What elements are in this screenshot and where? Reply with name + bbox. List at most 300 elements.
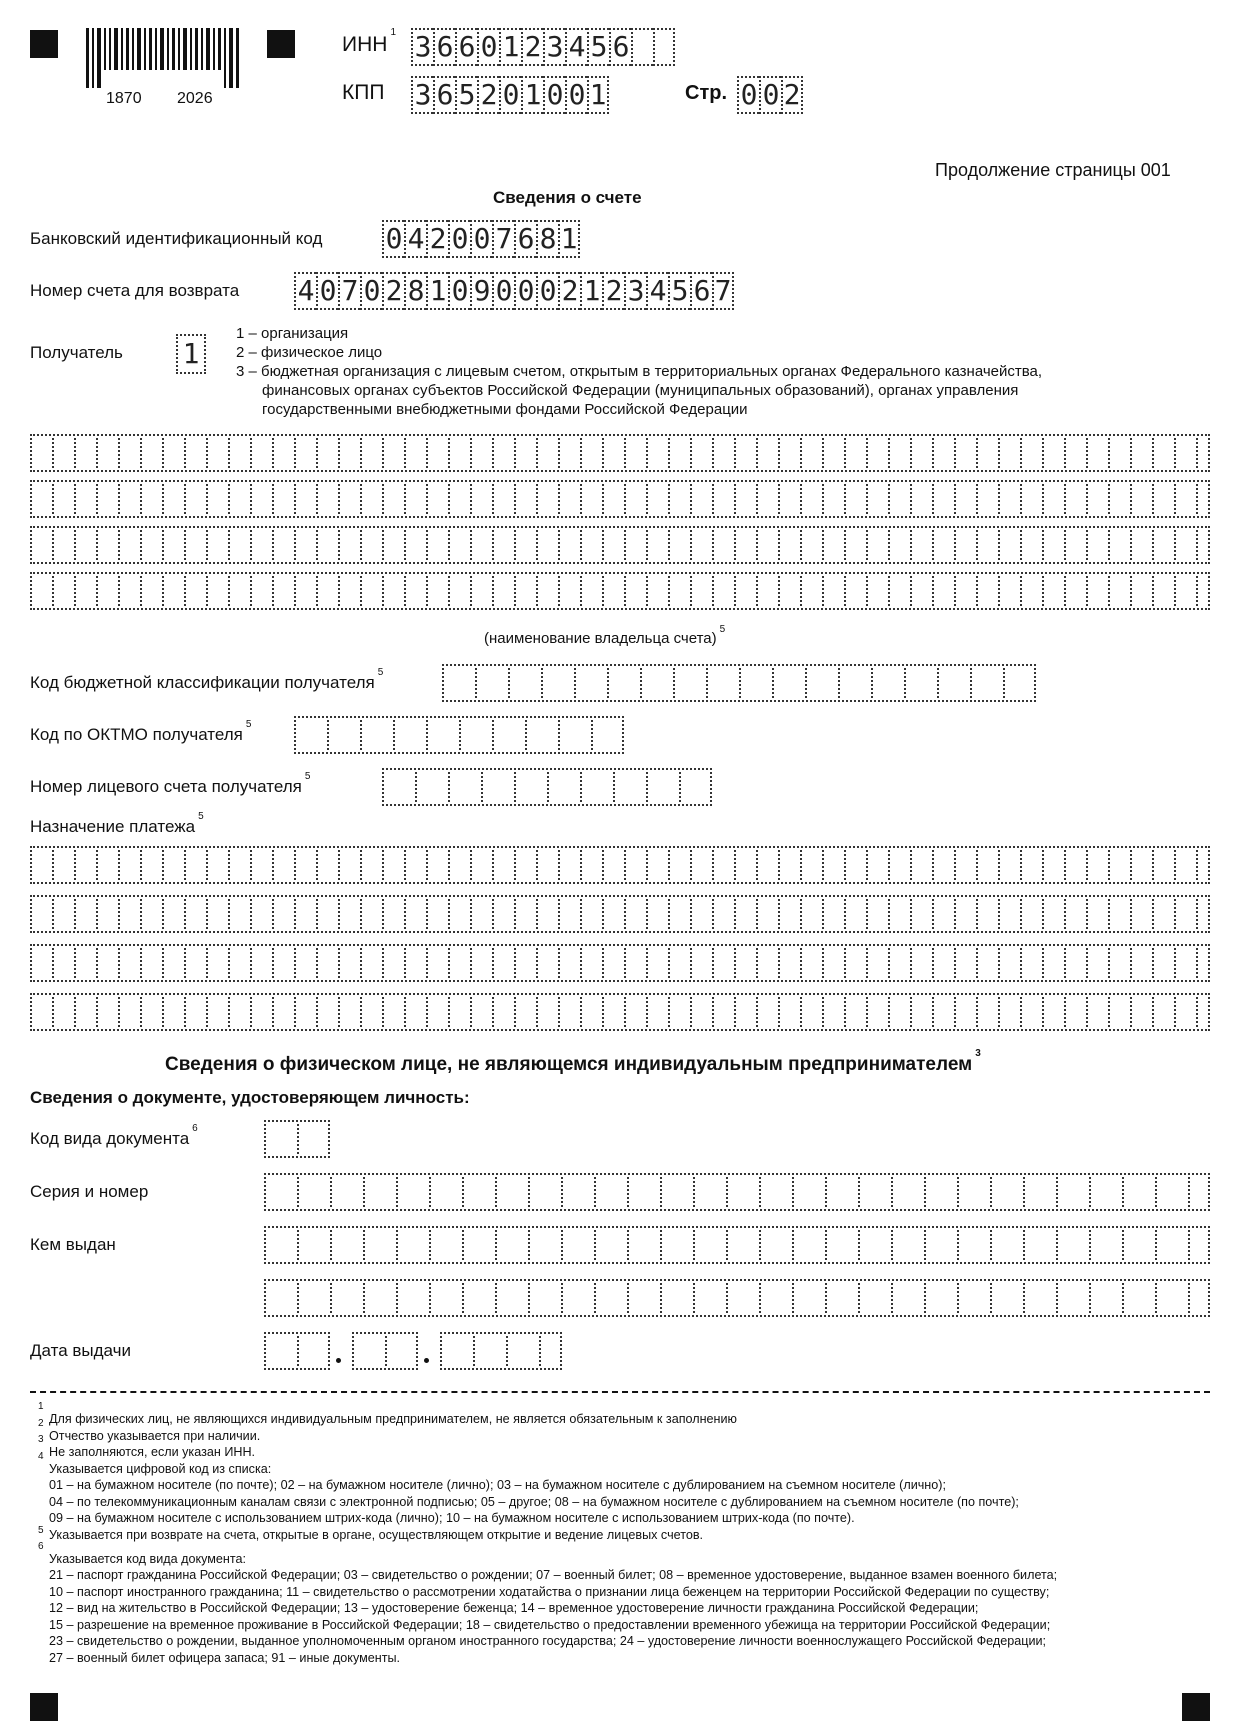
digit-cell[interactable]: 6 <box>609 28 631 66</box>
cell-divider <box>1086 530 1088 560</box>
cell-divider <box>1108 530 1110 560</box>
digit-cell[interactable]: 0 <box>492 272 514 310</box>
digit-cell[interactable]: 0 <box>470 220 492 258</box>
cell-divider <box>825 1177 827 1207</box>
doc-code-field[interactable] <box>264 1120 330 1158</box>
digit-cell[interactable]: 4 <box>294 272 316 310</box>
cell-divider <box>52 850 54 880</box>
cell-divider <box>1108 576 1110 606</box>
cell-divider <box>706 668 708 698</box>
payment-purpose-row[interactable] <box>30 944 1210 982</box>
footnote-number: 6 <box>38 1541 44 1552</box>
cell-divider <box>561 1177 563 1207</box>
cell-divider <box>96 948 98 978</box>
cell-divider <box>1130 850 1132 880</box>
page-number-field[interactable] <box>737 76 803 114</box>
cell-divider <box>272 899 274 929</box>
cell-divider <box>448 899 450 929</box>
cell-divider <box>1152 850 1154 880</box>
cell-divider <box>580 576 582 606</box>
cell-divider <box>404 948 406 978</box>
digit-cell[interactable]: 0 <box>543 76 565 114</box>
cell-divider <box>646 948 648 978</box>
digit-cell[interactable]: 0 <box>360 272 382 310</box>
cell-divider <box>429 1177 431 1207</box>
cell-divider <box>74 850 76 880</box>
digit-cell[interactable]: 1 <box>558 220 580 258</box>
owner-name-row[interactable] <box>30 480 1210 518</box>
kpp-label: КПП <box>342 81 385 104</box>
cell-divider <box>888 850 890 880</box>
cell-divider <box>580 772 582 802</box>
corner-marker-top-mid <box>267 30 295 58</box>
digit-cell[interactable]: 2 <box>426 220 448 258</box>
cell-divider <box>624 997 626 1027</box>
cell-divider <box>1086 948 1088 978</box>
cell-divider <box>525 720 527 750</box>
cell-divider <box>118 850 120 880</box>
cell-divider <box>1056 1230 1058 1260</box>
digit-cell[interactable]: 0 <box>499 76 521 114</box>
cell-divider <box>541 668 543 698</box>
cell-divider <box>1089 1283 1091 1313</box>
issue-date-month[interactable] <box>352 1332 418 1370</box>
cell-divider <box>382 530 384 560</box>
oktmo-field[interactable] <box>294 716 624 754</box>
recipient-option-3-cont-1: финансовых органах субъектов Российской Федерации (муниципальных образований), органах управления <box>262 382 1019 399</box>
kbk-field[interactable] <box>442 664 1036 702</box>
doc-section-title: Сведения о документе, удостоверяющем личность: <box>30 1088 470 1107</box>
issue-date-year[interactable] <box>440 1332 562 1370</box>
digit-cell[interactable]: 1 <box>587 76 609 114</box>
digit-cell[interactable]: 2 <box>781 76 803 114</box>
cell-divider <box>800 948 802 978</box>
cell-divider <box>360 720 362 750</box>
cell-divider <box>778 438 780 468</box>
cell-divider <box>990 1283 992 1313</box>
cell-divider <box>52 997 54 1027</box>
cell-divider <box>426 850 428 880</box>
cell-divider <box>1196 899 1198 929</box>
cell-divider <box>800 438 802 468</box>
cell-divider <box>404 850 406 880</box>
cell-divider <box>536 530 538 560</box>
cell-divider <box>492 484 494 514</box>
cell-divider <box>426 997 428 1027</box>
digit-cell[interactable] <box>653 28 675 66</box>
cell-divider <box>475 668 477 698</box>
cell-divider <box>932 484 934 514</box>
cell-divider <box>228 576 230 606</box>
inn-field[interactable] <box>411 28 675 66</box>
cell-divider <box>822 899 824 929</box>
cell-divider <box>580 899 582 929</box>
cell-divider <box>536 484 538 514</box>
digit-cell[interactable]: 0 <box>448 272 470 310</box>
recipient-type-cell[interactable]: 1 <box>176 334 206 374</box>
cell-divider <box>668 899 670 929</box>
digit-cell[interactable]: 4 <box>404 220 426 258</box>
digit-cell[interactable]: 0 <box>477 28 499 66</box>
cell-divider <box>1108 997 1110 1027</box>
issued-by-field-2[interactable] <box>264 1279 1210 1317</box>
cell-divider <box>1020 948 1022 978</box>
cell-divider <box>646 850 648 880</box>
digit-cell[interactable]: 4 <box>565 28 587 66</box>
cell-divider <box>558 997 560 1027</box>
cell-divider <box>990 1230 992 1260</box>
cell-divider <box>140 899 142 929</box>
cell-divider <box>74 576 76 606</box>
cell-divider <box>739 668 741 698</box>
personal-account-field[interactable] <box>382 768 712 806</box>
cell-divider <box>206 484 208 514</box>
kpp-field[interactable] <box>411 76 609 114</box>
cell-divider <box>338 997 340 1027</box>
cell-divider <box>1108 899 1110 929</box>
series-number-field[interactable] <box>264 1173 1210 1211</box>
cell-divider <box>1064 438 1066 468</box>
footnote-separator <box>30 1391 1210 1393</box>
kbk-label: Код бюджетной классификации получателя$^5$ <box>30 667 384 692</box>
cell-divider <box>690 576 692 606</box>
digit-cell[interactable]: 3 <box>624 272 646 310</box>
cell-divider <box>734 576 736 606</box>
cell-divider <box>646 438 648 468</box>
cell-divider <box>250 484 252 514</box>
cell-divider <box>140 576 142 606</box>
cell-divider <box>1152 438 1154 468</box>
digit-cell[interactable]: 0 <box>759 76 781 114</box>
cell-divider <box>561 1230 563 1260</box>
cell-divider <box>184 530 186 560</box>
cell-divider <box>536 576 538 606</box>
payment-purpose-row[interactable] <box>30 895 1210 933</box>
owner-name-row[interactable] <box>30 526 1210 564</box>
digit-cell[interactable]: 0 <box>382 220 404 258</box>
cell-divider <box>536 899 538 929</box>
cell-divider <box>1042 948 1044 978</box>
cell-divider <box>866 576 868 606</box>
digit-cell[interactable]: 6 <box>514 220 536 258</box>
recipient-type-field[interactable] <box>176 334 206 374</box>
digit-cell[interactable]: 8 <box>536 220 558 258</box>
cell-divider <box>514 948 516 978</box>
bik-field[interactable] <box>382 220 580 258</box>
digit-cell[interactable]: 6 <box>433 76 455 114</box>
issue-date-day[interactable] <box>264 1332 330 1370</box>
cell-divider <box>910 850 912 880</box>
digit-cell[interactable]: 6 <box>455 28 477 66</box>
cell-divider <box>162 997 164 1027</box>
digit-cell[interactable]: 0 <box>448 220 470 258</box>
cell-divider <box>976 997 978 1027</box>
cell-divider <box>514 576 516 606</box>
cell-divider <box>734 899 736 929</box>
cell-divider <box>602 438 604 468</box>
cell-divider <box>228 438 230 468</box>
digit-cell[interactable]: 1 <box>499 28 521 66</box>
digit-cell[interactable]: 5 <box>587 28 609 66</box>
cell-divider <box>690 530 692 560</box>
digit-cell[interactable]: 0 <box>737 76 759 114</box>
digit-cell[interactable]: 2 <box>602 272 624 310</box>
footnote-line: Указывается при возврате на счета, открытые в органе, осуществляющем открытие и ведение лицевых счетов. <box>49 1528 704 1542</box>
series-number-label: Серия и номер <box>30 1182 149 1201</box>
payment-purpose-row[interactable] <box>30 993 1210 1031</box>
cell-divider <box>272 576 274 606</box>
cell-divider <box>888 484 890 514</box>
cell-divider <box>294 948 296 978</box>
cell-divider <box>1064 850 1066 880</box>
cell-divider <box>470 899 472 929</box>
bik-label: Банковский идентификационный код <box>30 229 323 248</box>
cell-divider <box>1174 438 1176 468</box>
cell-divider <box>272 997 274 1027</box>
digit-cell[interactable]: 1 <box>521 76 543 114</box>
cell-divider <box>976 850 978 880</box>
digit-cell[interactable]: 5 <box>668 272 690 310</box>
cell-divider <box>668 997 670 1027</box>
cell-divider <box>140 948 142 978</box>
cell-divider <box>800 484 802 514</box>
cell-divider <box>206 948 208 978</box>
cell-divider <box>118 484 120 514</box>
digit-cell[interactable]: 0 <box>514 272 536 310</box>
cell-divider <box>668 530 670 560</box>
cell-divider <box>228 530 230 560</box>
cell-divider <box>844 438 846 468</box>
cell-divider <box>998 850 1000 880</box>
cell-divider <box>184 576 186 606</box>
cell-divider <box>580 997 582 1027</box>
cell-divider <box>607 668 609 698</box>
cell-divider <box>1086 899 1088 929</box>
cell-divider <box>96 530 98 560</box>
cell-divider <box>473 1336 475 1366</box>
cell-divider <box>294 438 296 468</box>
footnote-number: 5 <box>38 1525 44 1536</box>
cell-divider <box>673 668 675 698</box>
cell-divider <box>338 948 340 978</box>
cell-divider <box>250 438 252 468</box>
cell-divider <box>74 899 76 929</box>
cell-divider <box>888 438 890 468</box>
digit-cell[interactable]: 3 <box>411 76 433 114</box>
cell-divider <box>792 1283 794 1313</box>
cell-divider <box>118 438 120 468</box>
digit-cell[interactable]: 3 <box>411 28 433 66</box>
cell-divider <box>627 1230 629 1260</box>
digit-cell[interactable]: 0 <box>536 272 558 310</box>
cell-divider <box>448 484 450 514</box>
cell-divider <box>690 850 692 880</box>
cell-divider <box>294 899 296 929</box>
cell-divider <box>660 1177 662 1207</box>
cell-divider <box>800 850 802 880</box>
account-number-field[interactable] <box>294 272 734 310</box>
recipient-option-3-cont-2: государственными внебюджетными фондами Российской Федерации <box>262 401 748 418</box>
cell-divider <box>1188 1283 1190 1313</box>
cell-divider <box>910 530 912 560</box>
footnote-line: 04 – по телекоммуникационным каналам связи с электронной подписью; 05 – другое; 08 – на бумажном носителе с дублированием на съемном носителе (по почте); <box>49 1495 1019 1509</box>
cell-divider <box>937 668 939 698</box>
cell-divider <box>1130 576 1132 606</box>
cell-divider <box>1122 1283 1124 1313</box>
cell-divider <box>297 1336 299 1366</box>
cell-divider <box>426 720 428 750</box>
cell-divider <box>228 484 230 514</box>
cell-divider <box>1023 1177 1025 1207</box>
cell-divider <box>1042 997 1044 1027</box>
cell-divider <box>363 1230 365 1260</box>
cell-divider <box>52 899 54 929</box>
cell-divider <box>954 948 956 978</box>
cell-divider <box>448 850 450 880</box>
digit-cell[interactable]: 2 <box>477 76 499 114</box>
issued-by-field-1[interactable] <box>264 1226 1210 1264</box>
cell-divider <box>184 899 186 929</box>
cell-divider <box>1152 899 1154 929</box>
cell-divider <box>184 484 186 514</box>
footnote-line: 15 – разрешение на временное проживание в Российской Федерации; 18 – свидетельство о предоставлении временного убежища на территории Российской Федерации; <box>49 1618 1051 1632</box>
digit-cell[interactable]: 6 <box>433 28 455 66</box>
cell-divider <box>294 850 296 880</box>
cell-divider <box>910 948 912 978</box>
cell-divider <box>514 438 516 468</box>
digit-cell[interactable]: 0 <box>316 272 338 310</box>
cell-divider <box>954 899 956 929</box>
cell-divider <box>679 772 681 802</box>
cell-divider <box>778 997 780 1027</box>
cell-divider <box>448 997 450 1027</box>
digit-cell[interactable]: 1 <box>580 272 602 310</box>
account-section-title: Сведения о счете <box>493 188 642 207</box>
cell-divider <box>316 530 318 560</box>
cell-divider <box>954 484 956 514</box>
cell-divider <box>624 850 626 880</box>
cell-divider <box>712 530 714 560</box>
page-label: Стр. <box>685 82 728 104</box>
cell-divider <box>668 438 670 468</box>
cell-divider <box>998 438 1000 468</box>
cell-divider <box>1130 899 1132 929</box>
cell-divider <box>294 484 296 514</box>
cell-divider <box>558 948 560 978</box>
cell-divider <box>360 850 362 880</box>
cell-divider <box>844 997 846 1027</box>
personal-account-label: Номер лицевого счета получателя$^5$ <box>30 771 311 796</box>
cell-divider <box>668 576 670 606</box>
owner-name-row[interactable] <box>30 434 1210 472</box>
cell-divider <box>470 530 472 560</box>
cell-divider <box>756 899 758 929</box>
digit-cell[interactable]: 1 <box>426 272 448 310</box>
cell-divider <box>52 576 54 606</box>
digit-cell[interactable]: 3 <box>543 28 565 66</box>
cell-divider <box>1064 576 1066 606</box>
payment-purpose-row[interactable] <box>30 846 1210 884</box>
cell-divider <box>712 850 714 880</box>
cell-divider <box>382 899 384 929</box>
cell-divider <box>1155 1283 1157 1313</box>
cell-divider <box>932 899 934 929</box>
cell-divider <box>591 720 593 750</box>
footnote-number: 1 <box>38 1401 44 1412</box>
cell-divider <box>756 997 758 1027</box>
issue-date-label: Дата выдачи <box>30 1341 131 1360</box>
digit-cell[interactable]: 2 <box>521 28 543 66</box>
cell-divider <box>734 530 736 560</box>
footnote-number: 2 <box>38 1418 44 1429</box>
cell-divider <box>957 1230 959 1260</box>
digit-cell[interactable]: 4 <box>646 272 668 310</box>
cell-divider <box>712 948 714 978</box>
cell-divider <box>184 948 186 978</box>
digit-cell[interactable]: 5 <box>455 76 477 114</box>
digit-cell[interactable]: 6 <box>690 272 712 310</box>
cell-divider <box>393 720 395 750</box>
cell-divider <box>495 1230 497 1260</box>
digit-cell[interactable]: 2 <box>382 272 404 310</box>
cell-divider <box>1089 1230 1091 1260</box>
cell-divider <box>1196 438 1198 468</box>
cell-divider <box>162 484 164 514</box>
footnote-line: 09 – на бумажном носителе с использованием штрих-кода (лично); 10 – на бумажном носителе с использованием штрих-кода (по почте). <box>49 1511 855 1525</box>
cell-divider <box>415 772 417 802</box>
digit-cell[interactable]: 2 <box>558 272 580 310</box>
digit-cell[interactable]: 9 <box>470 272 492 310</box>
digit-cell[interactable]: 8 <box>404 272 426 310</box>
digit-cell[interactable] <box>631 28 653 66</box>
digit-cell[interactable]: 0 <box>565 76 587 114</box>
digit-cell[interactable]: 7 <box>712 272 734 310</box>
cell-divider <box>1086 850 1088 880</box>
owner-name-row[interactable] <box>30 572 1210 610</box>
cell-divider <box>426 438 428 468</box>
cell-divider <box>470 948 472 978</box>
digit-cell[interactable]: 7 <box>338 272 360 310</box>
cell-divider <box>1130 948 1132 978</box>
cell-divider <box>1196 576 1198 606</box>
cell-divider <box>228 850 230 880</box>
cell-divider <box>602 997 604 1027</box>
cell-divider <box>297 1230 299 1260</box>
cell-divider <box>1122 1177 1124 1207</box>
footnote-line: Для физических лиц, не являющихся индивидуальным предпринимателем, не является обязательным к заполнению <box>49 1412 737 1426</box>
cell-divider <box>1042 850 1044 880</box>
cell-divider <box>228 997 230 1027</box>
footnote-number: 3 <box>38 1434 44 1445</box>
cell-divider <box>52 484 54 514</box>
cell-divider <box>1042 576 1044 606</box>
cell-divider <box>330 1230 332 1260</box>
cell-divider <box>866 484 868 514</box>
cell-divider <box>954 438 956 468</box>
cell-divider <box>954 997 956 1027</box>
digit-cell[interactable]: 7 <box>492 220 514 258</box>
cell-divider <box>1089 1177 1091 1207</box>
cell-divider <box>96 438 98 468</box>
cell-divider <box>778 948 780 978</box>
cell-divider <box>970 668 972 698</box>
cell-divider <box>297 1283 299 1313</box>
cell-divider <box>866 850 868 880</box>
cell-divider <box>1196 997 1198 1027</box>
cell-divider <box>470 484 472 514</box>
cell-divider <box>316 850 318 880</box>
cell-divider <box>514 484 516 514</box>
